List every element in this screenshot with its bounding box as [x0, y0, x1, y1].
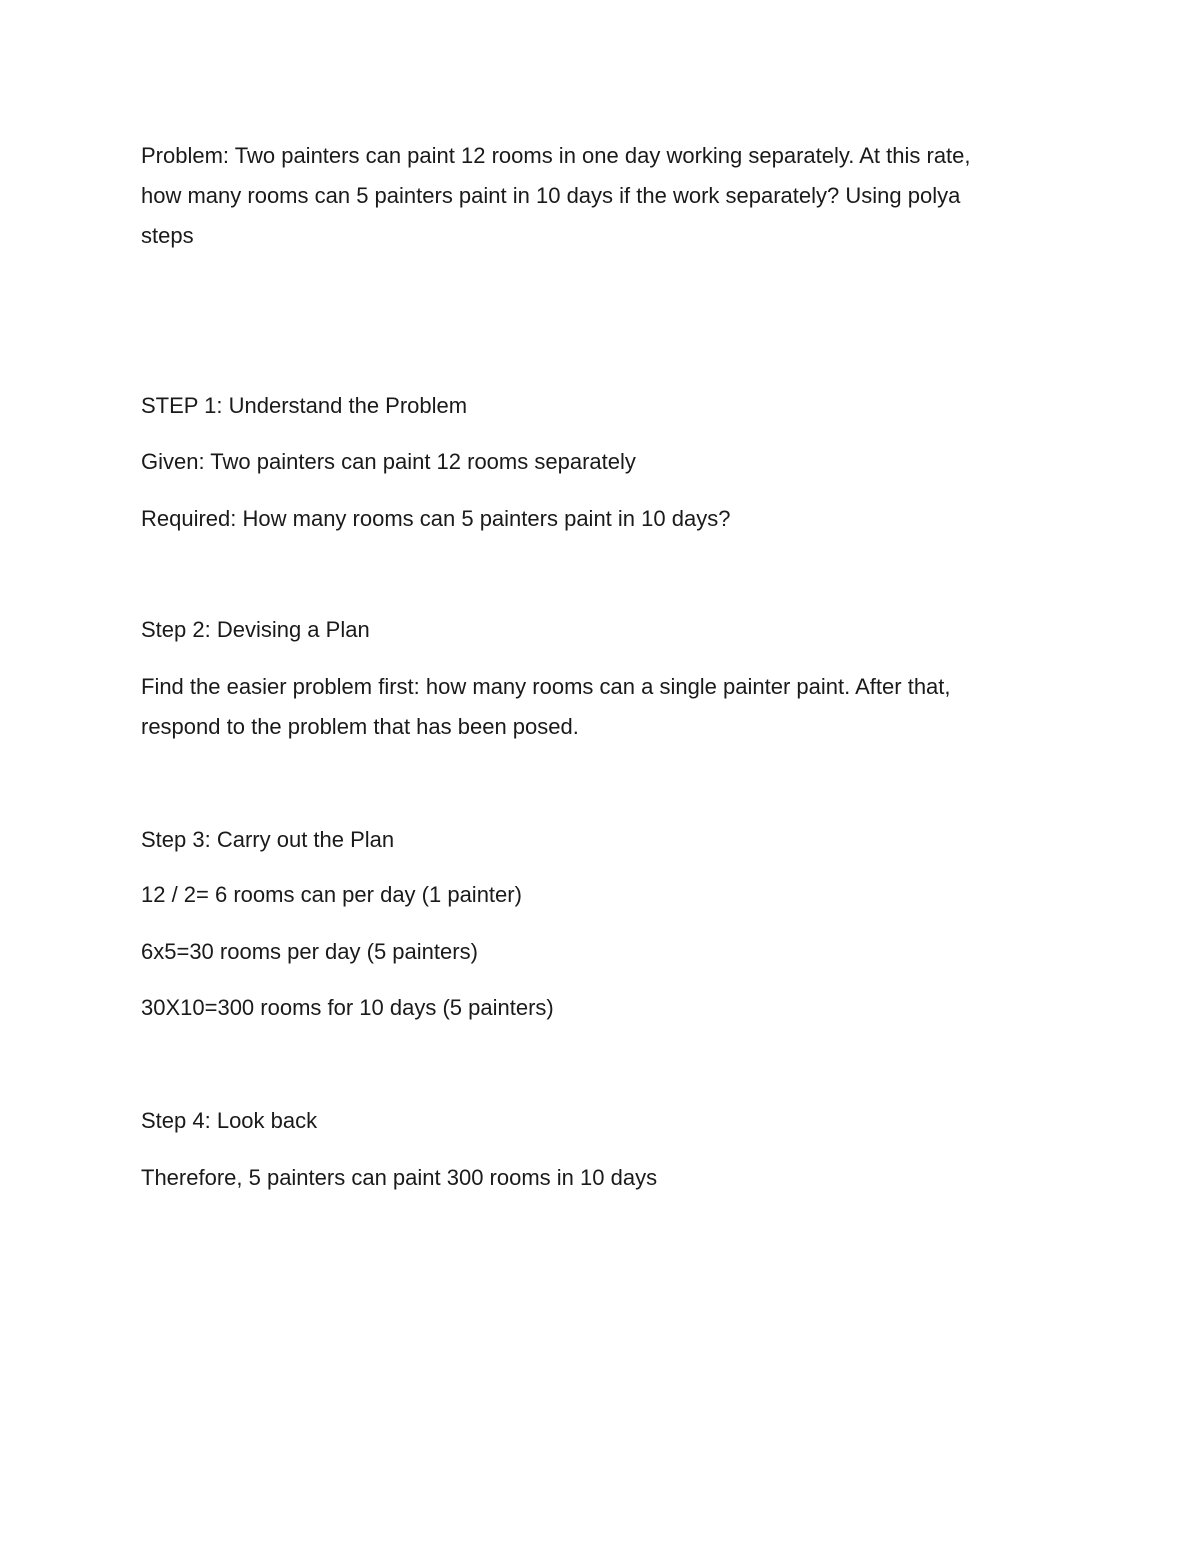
step4-heading: Step 4: Look back	[141, 1108, 318, 1133]
problem-line-2: how many rooms can 5 painters paint in 10 days if the work separately? Using polya	[141, 183, 961, 208]
step3-calc-1: 12 / 2= 6 rooms can per day (1 painter)	[141, 882, 522, 907]
step3-calc-2: 6x5=30 rooms per day (5 painters)	[141, 939, 478, 964]
step1-heading: STEP 1: Understand the Problem	[141, 393, 468, 418]
step2-heading: Step 2: Devising a Plan	[141, 617, 370, 642]
step1-given: Given: Two painters can paint 12 rooms separately	[141, 449, 636, 474]
step3-heading: Step 3: Carry out the Plan	[141, 827, 395, 852]
step3-calc-3: 30X10=300 rooms for 10 days (5 painters)	[141, 995, 554, 1020]
step4-conclusion: Therefore, 5 painters can paint 300 rooms in 10 days	[141, 1165, 658, 1190]
problem-line-1: Problem: Two painters can paint 12 rooms in one day working separately. At this rate,	[141, 143, 971, 168]
step2-line-2: respond to the problem that has been posed.	[141, 714, 579, 739]
step1-required: Required: How many rooms can 5 painters paint in 10 days?	[141, 506, 731, 531]
step2-line-1: Find the easier problem first: how many rooms can a single painter paint. After that,	[141, 674, 951, 699]
problem-line-3: steps	[141, 223, 194, 248]
